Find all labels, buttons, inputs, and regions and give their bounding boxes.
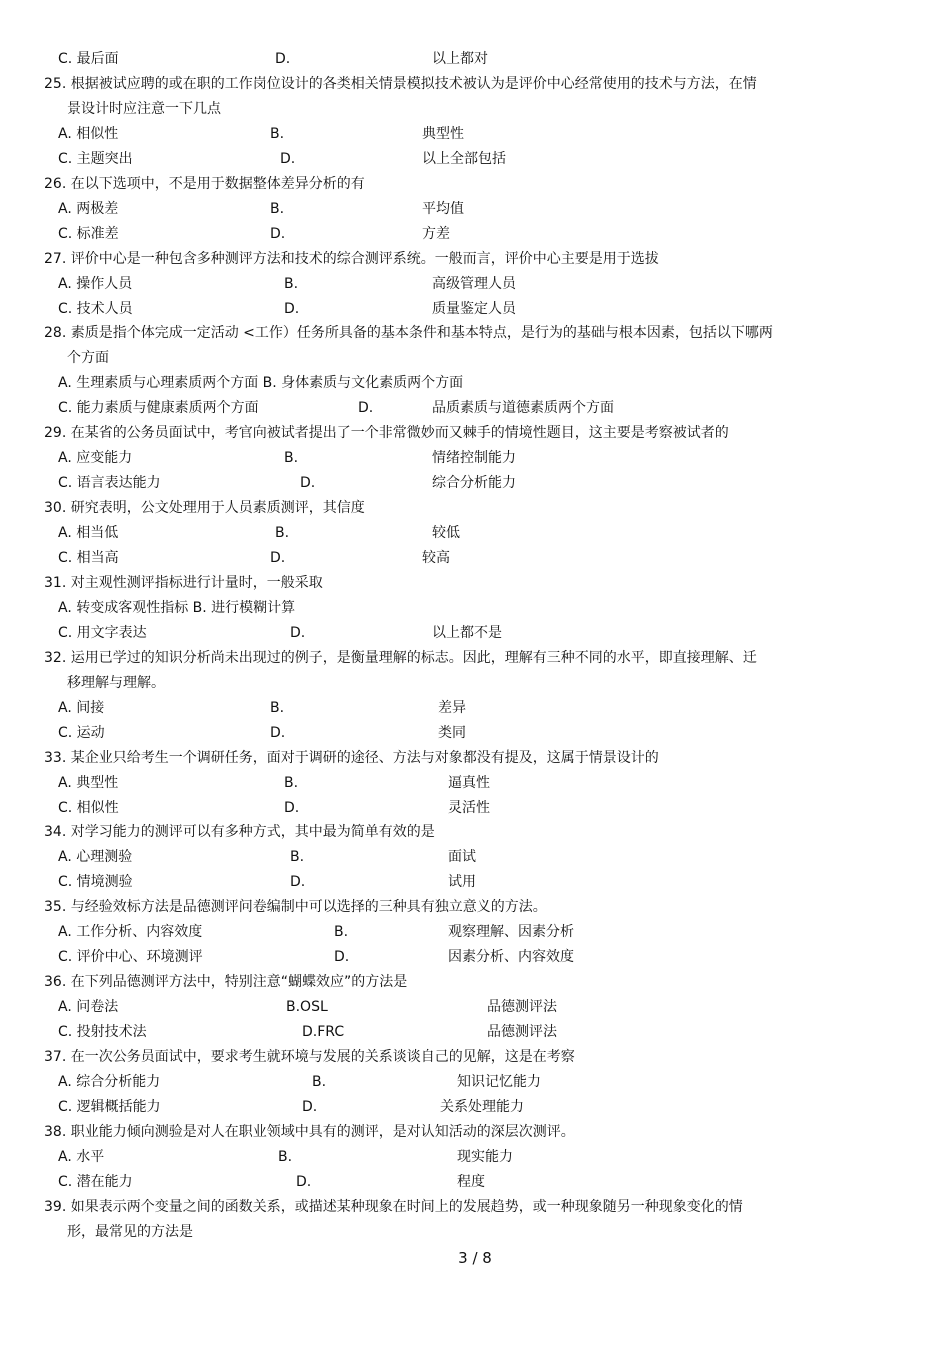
option-text: A. 典型性 bbox=[58, 774, 119, 791]
question-text: 36. 在下列品德测评方法中，特别注意“蝴蝶效应”的方法是 bbox=[44, 974, 408, 991]
option-text: D.FRC bbox=[302, 1024, 345, 1041]
option-text: C. 技术人员 bbox=[58, 300, 133, 317]
option-text: B. bbox=[334, 924, 349, 941]
option-text: C. 标准差 bbox=[58, 225, 119, 242]
question-text: 28. 素质是指个体完成一定活动 <工作）任务所具备的基本条件和基本特点，是行为的基础与根本因素，包括以下哪两 bbox=[44, 325, 773, 342]
question-text: 32. 运用已学过的知识分析尚未出现过的例子，是衡量理解的标志。因此，理解有三种不同的水平，即直接理解、迁 bbox=[44, 649, 757, 666]
option-text: 综合分析能力 bbox=[432, 475, 516, 492]
option-text: A. 综合分析能力 bbox=[58, 1073, 161, 1090]
option-text: D. bbox=[302, 1098, 318, 1115]
question-text: 39. 如果表示两个变量之间的函数关系，或描述某种现象在时间上的发展趋势，或一种现象随另一种现象变化的情 bbox=[44, 1198, 743, 1215]
option-text: 质量鉴定人员 bbox=[432, 300, 516, 317]
option-text: A. 相似性 bbox=[58, 125, 119, 142]
option-text: B. bbox=[284, 774, 299, 791]
option-text: 以上全部包括 bbox=[422, 150, 506, 167]
option-text: A. 问卷法 bbox=[58, 999, 119, 1016]
option-text: 品德测评法 bbox=[487, 999, 557, 1016]
option-text: 以上都对 bbox=[432, 51, 488, 67]
option-text: A. 相当低 bbox=[58, 525, 119, 542]
option-text: 以上都不是 bbox=[432, 624, 502, 641]
question-text: 30. 研究表明，公文处理用于人员素质测评，其信度 bbox=[44, 500, 365, 517]
option-text: D. bbox=[275, 51, 291, 67]
option-text: B. bbox=[270, 699, 285, 716]
option-text: D. bbox=[284, 300, 300, 317]
option-text: B. bbox=[284, 450, 299, 467]
option-text: C. 情境测验 bbox=[58, 874, 133, 891]
question-continuation: 景设计时应注意一下几点 bbox=[67, 100, 221, 117]
option-text: 情绪控制能力 bbox=[432, 450, 516, 467]
option-text: A. 工作分析、内容效度 bbox=[58, 924, 203, 941]
option-text: 品质素质与道德素质两个方面 bbox=[432, 400, 614, 417]
option-text: B. bbox=[275, 525, 290, 542]
question-text: 27. 评价中心是一种包含多种测评方法和技术的综合测评系统。一般而言，评价中心主要是用于选拔 bbox=[44, 250, 659, 267]
option-text: 试用 bbox=[448, 874, 476, 891]
option-text: D. bbox=[290, 624, 306, 641]
option-text: 因素分析、内容效度 bbox=[448, 949, 574, 966]
option-text: A. 应变能力 bbox=[58, 450, 133, 467]
option-text: B. bbox=[270, 125, 285, 142]
option-text: 程度 bbox=[457, 1173, 485, 1190]
option-text: A. 水平 bbox=[58, 1148, 105, 1165]
option-text: C. 语言表达能力 bbox=[58, 475, 161, 492]
option-text: C. 逻辑概括能力 bbox=[58, 1098, 161, 1115]
option-text: D. bbox=[290, 874, 306, 891]
question-text: 33. 某企业只给考生一个调研任务，面对于调研的途径、方法与对象都没有提及，这属于情景设计的 bbox=[44, 749, 659, 766]
option-text: 灵活性 bbox=[448, 799, 490, 816]
option-text: D. bbox=[270, 225, 286, 242]
option-text: A. 操作人员 bbox=[58, 275, 133, 292]
question-continuation: 形，最常见的方法是 bbox=[67, 1223, 193, 1240]
option-text: 平均值 bbox=[422, 200, 464, 217]
option-text: B. bbox=[270, 200, 285, 217]
option-text: A. 两极差 bbox=[58, 200, 119, 217]
option-text: B.OSL bbox=[286, 999, 328, 1016]
option-text: D. bbox=[284, 799, 300, 816]
question-text: 25. 根据被试应聘的或在职的工作岗位设计的各类相关情景模拟技术被认为是评价中心经常使用的技术与方法，在情 bbox=[44, 75, 757, 92]
option-text: A. 间接 bbox=[58, 699, 105, 716]
option-text: 差异 bbox=[438, 699, 466, 716]
option-text: A. 心理测验 bbox=[58, 849, 133, 866]
option-text: B. bbox=[284, 275, 299, 292]
option-text: D. bbox=[270, 550, 286, 566]
question-text: 26. 在以下选项中，不是用于数据整体差异分析的有 bbox=[44, 175, 365, 192]
question-text: 31. 对主观性测评指标进行计量时，一般采取 bbox=[44, 574, 323, 591]
option-text: 较低 bbox=[432, 525, 460, 542]
option-text: B. bbox=[290, 849, 305, 866]
option-text: C. 运动 bbox=[58, 724, 105, 741]
option-text: C. 最后面 bbox=[58, 51, 119, 67]
option-text: 类同 bbox=[438, 724, 466, 741]
option-text: C. 评价中心、环境测评 bbox=[58, 949, 203, 966]
option-text: 逼真性 bbox=[448, 774, 490, 791]
option-text: C. 主题突出 bbox=[58, 150, 133, 167]
option-text: D. bbox=[270, 724, 286, 741]
question-continuation: 个方面 bbox=[67, 350, 109, 367]
option-text: D. bbox=[358, 400, 374, 417]
option-text: 高级管理人员 bbox=[432, 275, 516, 292]
option-text: 知识记忆能力 bbox=[457, 1073, 541, 1090]
question-text: 34. 对学习能力的测评可以有多种方式，其中最为简单有效的是 bbox=[44, 824, 435, 841]
option-text: 现实能力 bbox=[457, 1148, 513, 1165]
option-text: B. bbox=[278, 1148, 293, 1165]
question-text: 38. 职业能力倾向测验是对人在职业领域中具有的测评，是对认知活动的深层次测评。 bbox=[44, 1123, 575, 1140]
option-text: 方差 bbox=[422, 225, 450, 242]
option-text: C. 用文字表达 bbox=[58, 624, 147, 641]
question-text: 29. 在某省的公务员面试中，考官向被试者提出了一个非常微妙而又棘手的情境性题目，这主要是考察被试者的 bbox=[44, 425, 729, 442]
question-text: 35. 与经验效标方法是品德测评问卷编制中可以选择的三种具有独立意义的方法。 bbox=[44, 899, 547, 916]
option-text: A. 生理素质与心理素质两个方面 B. 身体素质与文化素质两个方面 bbox=[58, 375, 464, 392]
page-number: 3 / 8 bbox=[458, 1249, 492, 1267]
question-continuation: 移理解与理解。 bbox=[67, 674, 165, 691]
option-text: 观察理解、因素分析 bbox=[448, 924, 574, 941]
option-text: A. 转变成客观性指标 B. 进行模糊计算 bbox=[58, 599, 296, 616]
option-text: C. 相似性 bbox=[58, 799, 119, 816]
option-text: C. 相当高 bbox=[58, 550, 119, 566]
option-text: D. bbox=[300, 475, 316, 492]
option-text: D. bbox=[334, 949, 350, 966]
option-text: 品德测评法 bbox=[487, 1024, 557, 1041]
option-text: D. bbox=[296, 1173, 312, 1190]
option-text: D. bbox=[280, 150, 296, 167]
option-text: C. 投射技术法 bbox=[58, 1024, 147, 1041]
option-text: 较高 bbox=[422, 550, 450, 566]
option-text: 关系处理能力 bbox=[440, 1098, 524, 1115]
option-text: C. 能力素质与健康素质两个方面 bbox=[58, 400, 259, 417]
option-text: 面试 bbox=[448, 849, 476, 866]
question-text: 37. 在一次公务员面试中，要求考生就环境与发展的关系谈谈自己的见解，这是在考察 bbox=[44, 1049, 575, 1065]
option-text: 典型性 bbox=[422, 125, 464, 142]
option-text: C. 潜在能力 bbox=[58, 1173, 133, 1190]
option-text: B. bbox=[312, 1073, 327, 1090]
